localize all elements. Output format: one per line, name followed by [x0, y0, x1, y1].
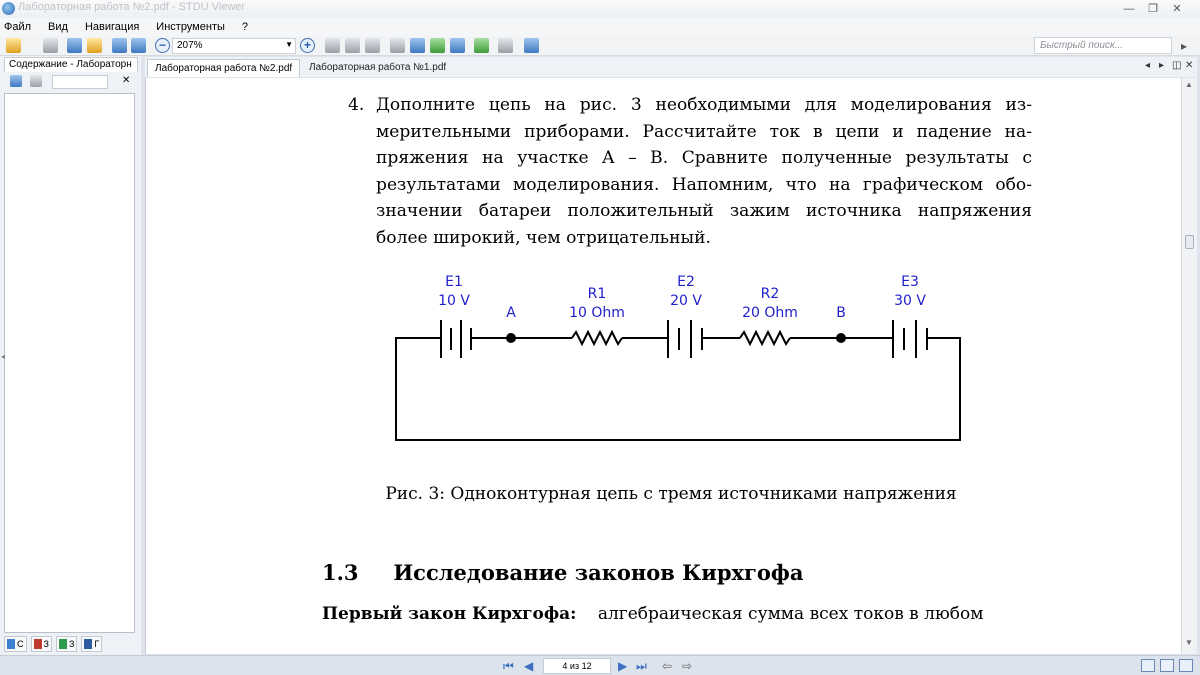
- figure-caption: Рис. 3: Одноконтурная цепь с тремя источниками напряжения: [385, 484, 957, 504]
- law-text: алгебраическая сумма всех токов в любом: [597, 604, 984, 624]
- fit-height-icon[interactable]: [365, 38, 380, 53]
- annotate-icon[interactable]: [87, 38, 102, 53]
- resistor-r1: [572, 332, 622, 344]
- menu-help[interactable]: ?: [241, 21, 249, 33]
- zoom-select[interactable]: [172, 38, 296, 54]
- scroll-up-icon[interactable]: ▲: [1185, 80, 1193, 89]
- page-number-field[interactable]: 4 из 12: [543, 658, 611, 674]
- resistor-r2: [740, 332, 790, 344]
- zoom-in-icon[interactable]: +: [300, 38, 315, 53]
- sidebar-search-field[interactable]: [52, 75, 108, 89]
- open-folder-icon[interactable]: [6, 38, 21, 53]
- search-options-icon[interactable]: ▸: [1181, 39, 1188, 53]
- sidebar-toolbar: [4, 72, 138, 92]
- single-page-view-icon[interactable]: [1141, 659, 1155, 672]
- tab-contents[interactable]: С: [4, 636, 27, 652]
- law-paragraph: [322, 604, 983, 624]
- pages-icon[interactable]: [498, 38, 513, 53]
- e1-label: E1: [445, 274, 463, 290]
- fit-width-icon[interactable]: [345, 38, 360, 53]
- zoom-value: 207%: [177, 40, 203, 51]
- sidebar: [0, 56, 141, 656]
- minimize-button[interactable]: —: [1123, 2, 1135, 15]
- section-heading: [322, 560, 803, 585]
- document-view[interactable]: [145, 78, 1181, 654]
- node-b-dot: [836, 333, 846, 343]
- copy-page-icon[interactable]: [112, 38, 127, 53]
- circuit-wire-loop: [396, 338, 960, 440]
- facing-view-icon[interactable]: [1179, 659, 1193, 672]
- r1-value: 10 Ohm: [569, 305, 625, 321]
- window-title: Лабораторная работа №2.pdf - STDU Viewer: [18, 1, 246, 13]
- hand-tool-icon[interactable]: [390, 38, 405, 53]
- web-icon[interactable]: [524, 38, 539, 53]
- scroll-thumb[interactable]: [1185, 235, 1194, 249]
- tab-notes[interactable]: З: [56, 636, 77, 652]
- pdf-page: [146, 78, 1181, 654]
- close-icon[interactable]: ✕: [122, 75, 131, 86]
- prev-page-icon[interactable]: ◀: [524, 659, 534, 673]
- tab-document-1[interactable]: Лабораторная работа №1.pdf: [309, 62, 447, 73]
- node-a-label: A: [506, 305, 516, 321]
- binoculars-icon: [84, 639, 92, 649]
- section-number: 1.3: [322, 560, 359, 585]
- sidebar-bottom-tabs: [4, 635, 138, 653]
- expand-icon[interactable]: [10, 75, 22, 87]
- menu-view[interactable]: Вид: [48, 21, 68, 33]
- e2-label: E2: [677, 274, 695, 290]
- collapse-icon[interactable]: [30, 75, 42, 87]
- fit-page-icon[interactable]: [325, 38, 340, 53]
- app-icon: [2, 2, 15, 15]
- task-paragraph: [348, 92, 1032, 251]
- contents-tab[interactable]: Содержание - Лабораторн: [4, 57, 138, 72]
- law-label: Первый закон Кирхгофа:: [322, 604, 577, 624]
- notes-icon: [59, 639, 67, 649]
- tab-scroll-right-icon[interactable]: ▸: [1159, 60, 1165, 71]
- last-page-icon[interactable]: ⏭: [636, 659, 647, 673]
- zoom-out-icon[interactable]: −: [155, 38, 170, 53]
- search-input[interactable]: Быстрый поиск...: [1034, 37, 1172, 54]
- tab-scroll-left-icon[interactable]: ◂: [1145, 60, 1151, 71]
- tab-bookmarks[interactable]: З: [31, 636, 52, 652]
- bookmark-icon: [34, 639, 42, 649]
- menu-navigation[interactable]: Навигация: [84, 21, 140, 33]
- sidebar-collapse-icon[interactable]: ◂: [1, 352, 6, 361]
- menu-file[interactable]: Файл: [4, 21, 32, 33]
- print-icon[interactable]: [43, 38, 58, 53]
- r2-value: 20 Ohm: [742, 305, 798, 321]
- vertical-scrollbar[interactable]: [1181, 78, 1197, 654]
- e2-value: 20 V: [670, 293, 702, 309]
- e3-label: E3: [901, 274, 919, 290]
- menu-tools[interactable]: Инструменты: [156, 21, 225, 33]
- section-title: Исследование законов Кирхгофа: [393, 560, 804, 585]
- export-icon[interactable]: [131, 38, 146, 53]
- title-bar: [0, 0, 1200, 18]
- first-page-icon[interactable]: ⏮: [503, 659, 514, 673]
- contents-icon: [7, 639, 15, 649]
- menu-bar: [0, 18, 1200, 36]
- e1-value: 10 V: [438, 293, 470, 309]
- edit-icon[interactable]: [67, 38, 82, 53]
- forward-icon[interactable]: ⇨: [682, 659, 693, 673]
- r1-label: R1: [587, 286, 607, 302]
- tab-search[interactable]: Г: [81, 636, 102, 652]
- scroll-down-icon[interactable]: ▼: [1185, 638, 1193, 647]
- node-a-dot: [506, 333, 516, 343]
- toolbar: [0, 36, 1200, 56]
- circuit-diagram: [386, 268, 966, 448]
- close-tab-icon[interactable]: ✕: [1185, 60, 1194, 71]
- tab-document-2[interactable]: Лабораторная работа №2.pdf: [147, 59, 300, 77]
- back-icon[interactable]: ⇦: [662, 659, 673, 673]
- continuous-view-icon[interactable]: [1160, 659, 1174, 672]
- rotate-icon[interactable]: [474, 38, 489, 53]
- maximize-button[interactable]: ❐: [1148, 3, 1158, 15]
- r2-label: R2: [760, 286, 780, 302]
- tab-list-icon[interactable]: ◫: [1172, 60, 1182, 71]
- contents-panel: [4, 93, 135, 633]
- close-button[interactable]: ✕: [1172, 3, 1182, 15]
- next-page-icon[interactable]: ▶: [618, 659, 628, 673]
- task-text: Дополните цепь на рис. 3 необходимыми для моделирования измерительными приборами. Рассчитайте ток в цепи и падение напряжения на участке A – B. Сравните полученные результаты с результатами моделирования. Напомним, что на графическом обозначении батареи положительный зажим источника напряжения более широкий, чем отрицательный.: [376, 95, 1032, 248]
- select-text-icon[interactable]: [410, 38, 425, 53]
- status-bar: [0, 655, 1200, 675]
- snapshot-icon[interactable]: [450, 38, 465, 53]
- node-b-label: B: [836, 305, 846, 321]
- chevron-down-icon: ▼: [285, 40, 293, 49]
- e3-value: 30 V: [894, 293, 926, 309]
- document-tabs: [145, 57, 1197, 77]
- select-image-icon[interactable]: [430, 38, 445, 53]
- task-number: 4.: [348, 95, 365, 115]
